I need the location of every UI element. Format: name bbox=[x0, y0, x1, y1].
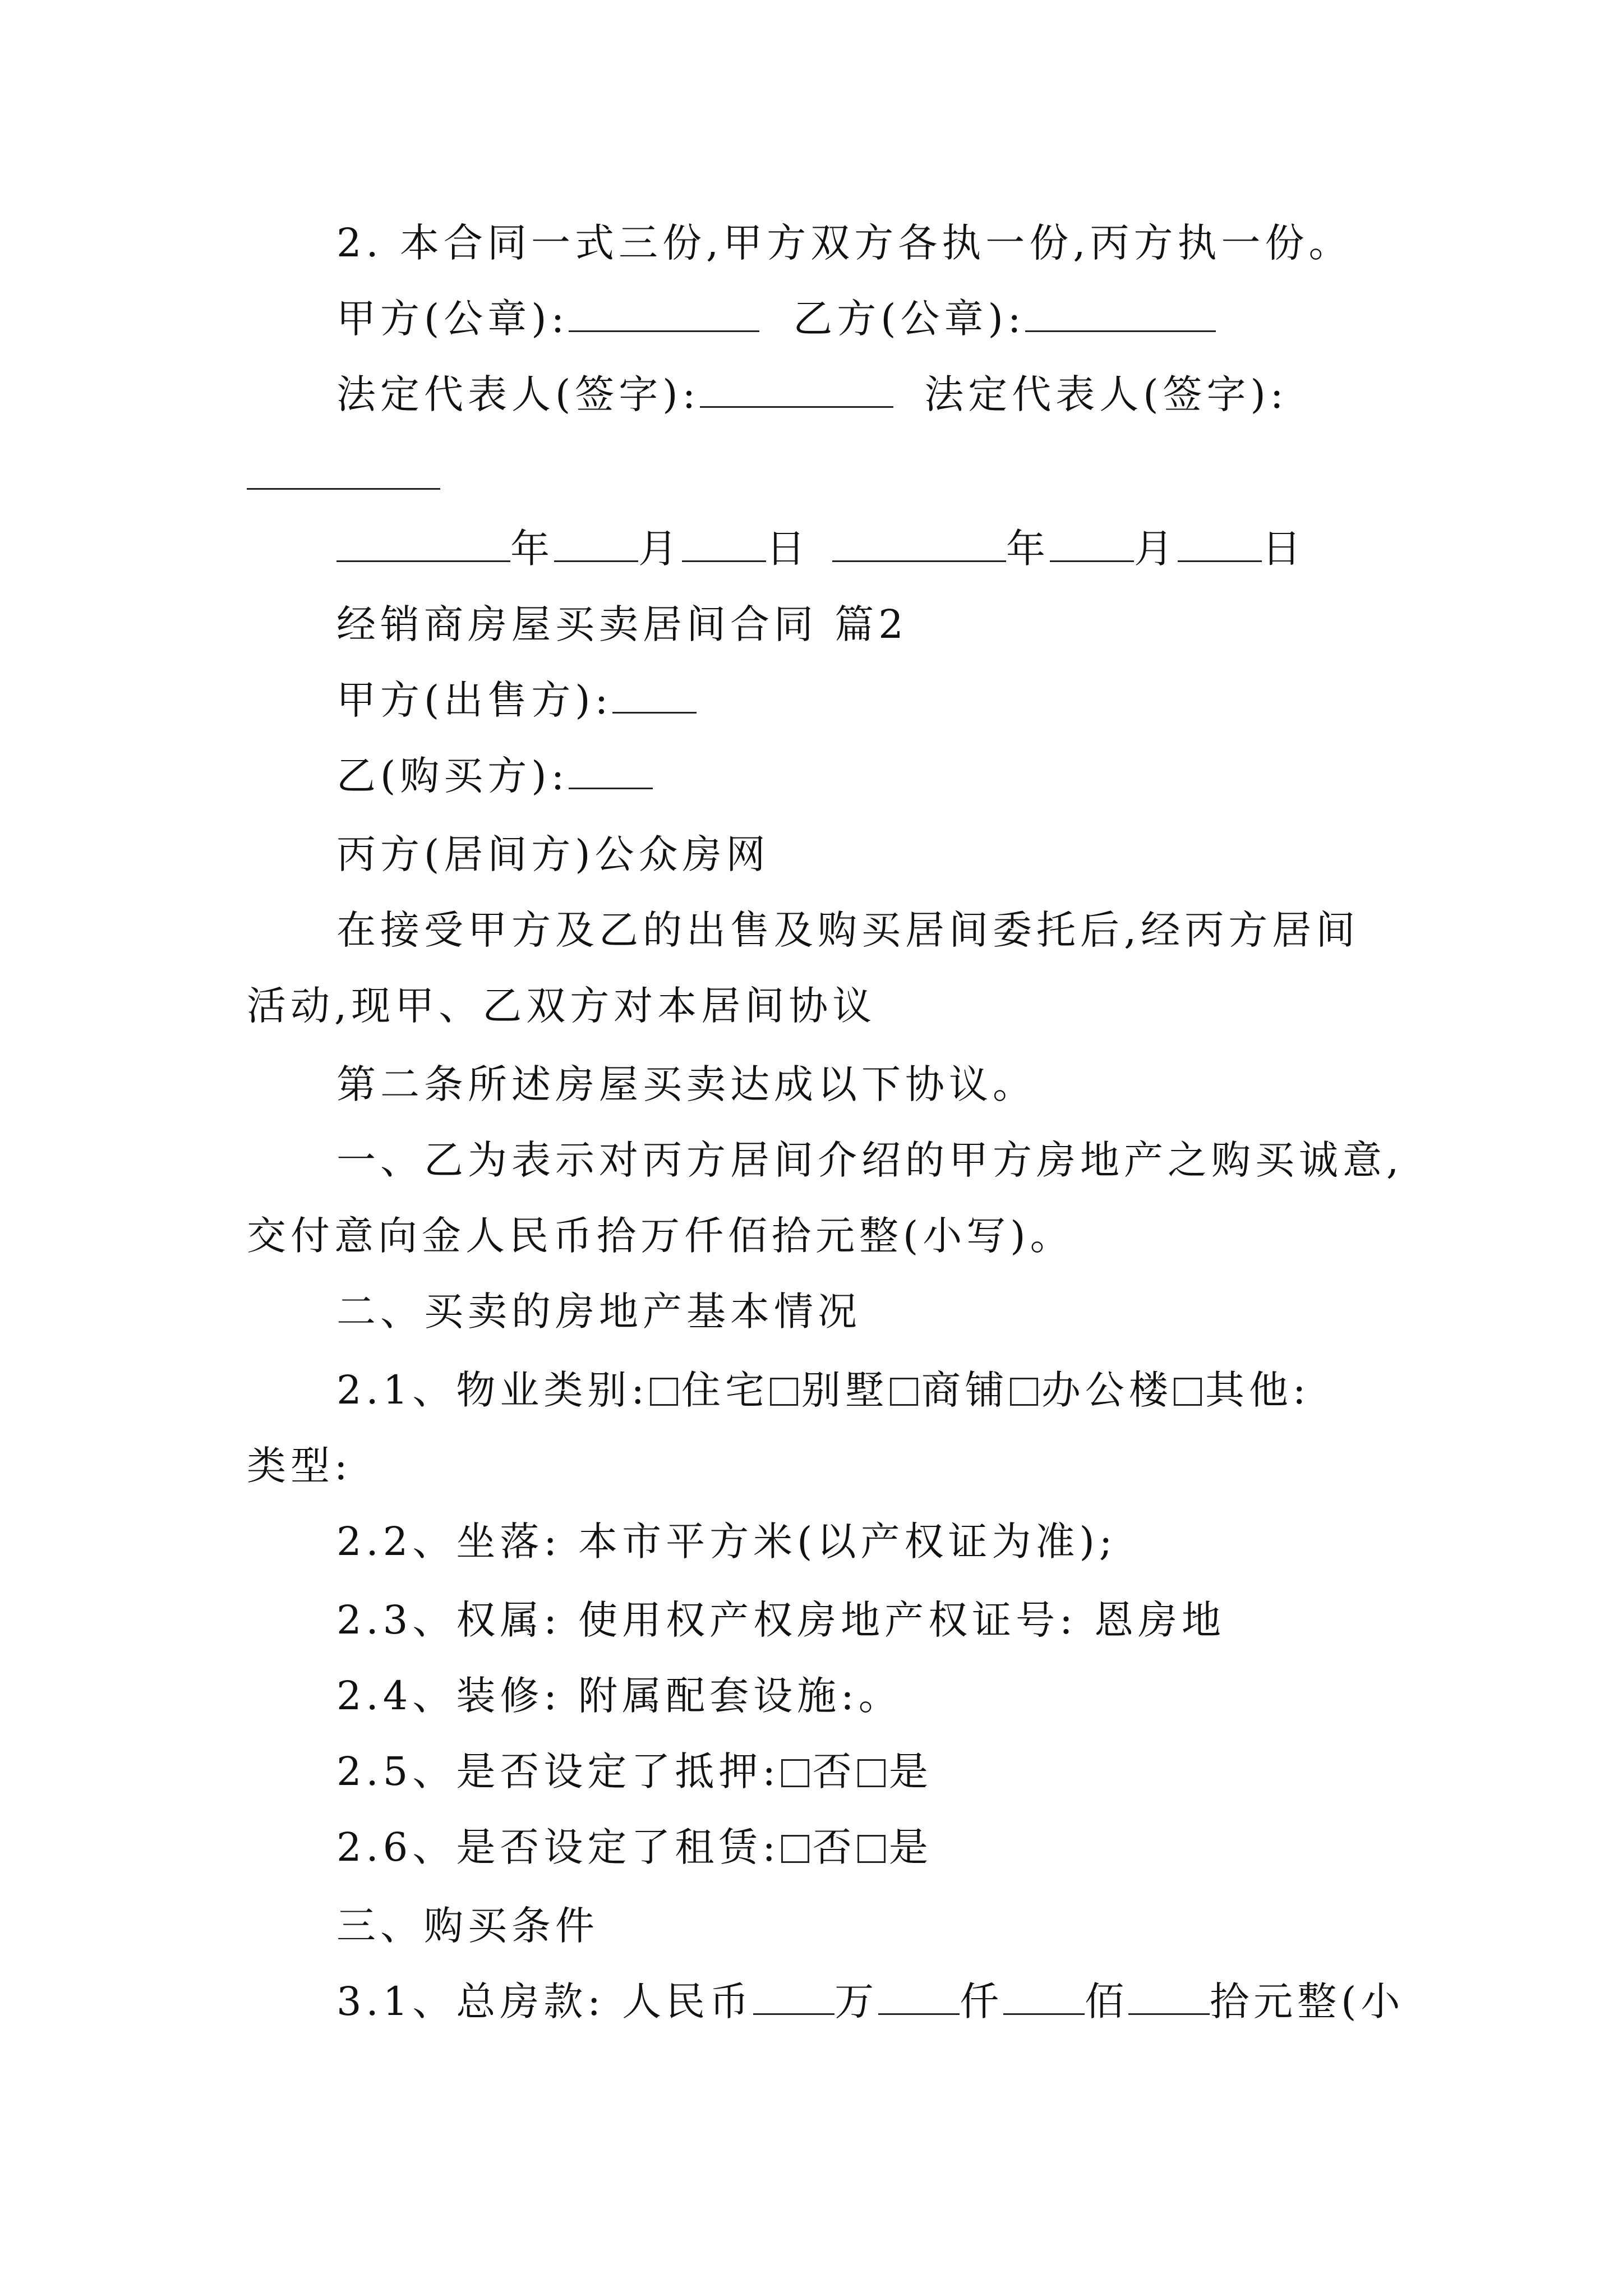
price-tail: 拾元整(小 bbox=[1210, 1978, 1405, 2024]
date-b-month: 月 bbox=[1134, 526, 1178, 572]
paragraph-3b: 交付意向金人民币拾万仟佰拾元整(小写)。 bbox=[247, 1213, 1074, 1259]
price-shi-blank bbox=[1128, 1978, 1210, 2015]
option-office: 办公楼 bbox=[1041, 1367, 1173, 1413]
paragraph-1b: 活动,现甲、乙双方对本居间协议 bbox=[247, 983, 877, 1029]
paragraph-2: 第二条所述房屋买卖达成以下协议。 bbox=[336, 1061, 1036, 1107]
location-line: 2.2、坐落: 本市平方米(以产权证为准); bbox=[336, 1519, 1117, 1565]
price-bai: 佰 bbox=[1085, 1978, 1129, 2024]
checkbox-shop[interactable] bbox=[890, 1378, 918, 1406]
option-residential: 住宅 bbox=[681, 1367, 769, 1413]
date-line bbox=[336, 522, 1306, 576]
date-a-year: 年 bbox=[510, 526, 554, 572]
lease-line bbox=[336, 1820, 933, 1874]
clause-copies: 2. 本合同一式三份,甲方双方各执一份,丙方执一份。 bbox=[336, 220, 1353, 266]
date-a-day: 日 bbox=[766, 526, 810, 572]
date-a-year-blank bbox=[336, 526, 510, 562]
checkbox-residential[interactable] bbox=[650, 1378, 678, 1406]
date-a-month-blank bbox=[554, 526, 638, 562]
paragraph-1a: 在接受甲方及乙的出售及购买居间委托后,经丙方居间 bbox=[336, 907, 1360, 953]
party-a-rep-label: 法定代表人(签字): bbox=[336, 371, 700, 417]
type-line: 类型: bbox=[247, 1443, 352, 1489]
party-b-seal-label: 乙方(公章): bbox=[793, 296, 1026, 342]
date-a-month: 月 bbox=[638, 526, 682, 572]
contract-title: 经销商房屋买卖居间合同 篇2 bbox=[336, 601, 908, 647]
checkbox-villa[interactable] bbox=[770, 1378, 798, 1406]
total-price-label: 3.1、总房款: 人民币 bbox=[336, 1978, 754, 2024]
buyer-blank bbox=[569, 753, 653, 789]
ownership-line: 2.3、权属: 使用权产权房地产权证号: 恩房地 bbox=[336, 1597, 1225, 1643]
party-a-seal-label: 甲方(公章): bbox=[336, 296, 569, 342]
mortgage-no: 否 bbox=[812, 1749, 856, 1795]
checkbox-lease-yes[interactable] bbox=[857, 1835, 886, 1863]
checkbox-office[interactable] bbox=[1010, 1378, 1038, 1406]
checkbox-mortgage-no[interactable] bbox=[781, 1759, 809, 1787]
lease-label: 2.6、是否设定了租赁: bbox=[336, 1824, 780, 1870]
mortgage-yes: 是 bbox=[888, 1749, 933, 1795]
date-b-day: 日 bbox=[1262, 526, 1306, 572]
total-price-line bbox=[336, 1975, 1404, 2028]
date-b-day-blank bbox=[1178, 526, 1262, 562]
agent-line: 丙方(居间方)公众房网 bbox=[336, 831, 770, 877]
paragraph-3a: 一、乙为表示对丙方居间介绍的甲方房地产之购买诚意, bbox=[336, 1137, 1404, 1183]
price-qian-blank bbox=[878, 1978, 960, 2015]
option-villa: 别墅 bbox=[801, 1367, 889, 1413]
property-type-line bbox=[336, 1363, 1311, 1417]
section-3-heading: 三、购买条件 bbox=[336, 1903, 599, 1949]
date-b-month-blank bbox=[1050, 526, 1134, 562]
price-bai-blank bbox=[1003, 1978, 1085, 2015]
party-a-seal-blank bbox=[569, 296, 759, 332]
checkbox-lease-no[interactable] bbox=[781, 1835, 809, 1863]
option-shop: 商铺 bbox=[921, 1367, 1009, 1413]
lease-yes: 是 bbox=[888, 1824, 933, 1870]
section-2-heading: 二、买卖的房地产基本情况 bbox=[336, 1289, 861, 1335]
representative-line bbox=[336, 367, 1288, 421]
checkbox-other[interactable] bbox=[1174, 1378, 1202, 1406]
decoration-line: 2.4、装修: 附属配套设施:。 bbox=[336, 1673, 902, 1719]
date-b-year-blank bbox=[832, 526, 1006, 562]
price-wan: 万 bbox=[834, 1978, 879, 2024]
party-b-rep-blank bbox=[247, 488, 440, 490]
date-a-day-blank bbox=[682, 526, 766, 562]
seller-blank bbox=[612, 677, 697, 714]
seller-line bbox=[336, 673, 697, 727]
buyer-line bbox=[336, 749, 653, 803]
price-qian: 仟 bbox=[960, 1978, 1004, 2024]
price-wan-blank bbox=[753, 1978, 834, 2015]
buyer-label: 乙(购买方): bbox=[336, 753, 569, 799]
party-b-rep-label: 法定代表人(签字): bbox=[924, 371, 1288, 417]
mortgage-label: 2.5、是否设定了抵押: bbox=[336, 1749, 780, 1795]
party-a-rep-blank bbox=[700, 371, 893, 408]
option-other: 其他: bbox=[1205, 1367, 1311, 1413]
checkbox-mortgage-yes[interactable] bbox=[857, 1759, 886, 1787]
date-b-year: 年 bbox=[1006, 526, 1050, 572]
lease-no: 否 bbox=[812, 1824, 856, 1870]
seller-label: 甲方(出售方): bbox=[336, 677, 613, 723]
seal-line bbox=[336, 292, 1216, 346]
party-b-seal-blank bbox=[1025, 296, 1216, 332]
property-type-label: 2.1、物业类别: bbox=[336, 1367, 649, 1413]
mortgage-line bbox=[336, 1745, 933, 1798]
